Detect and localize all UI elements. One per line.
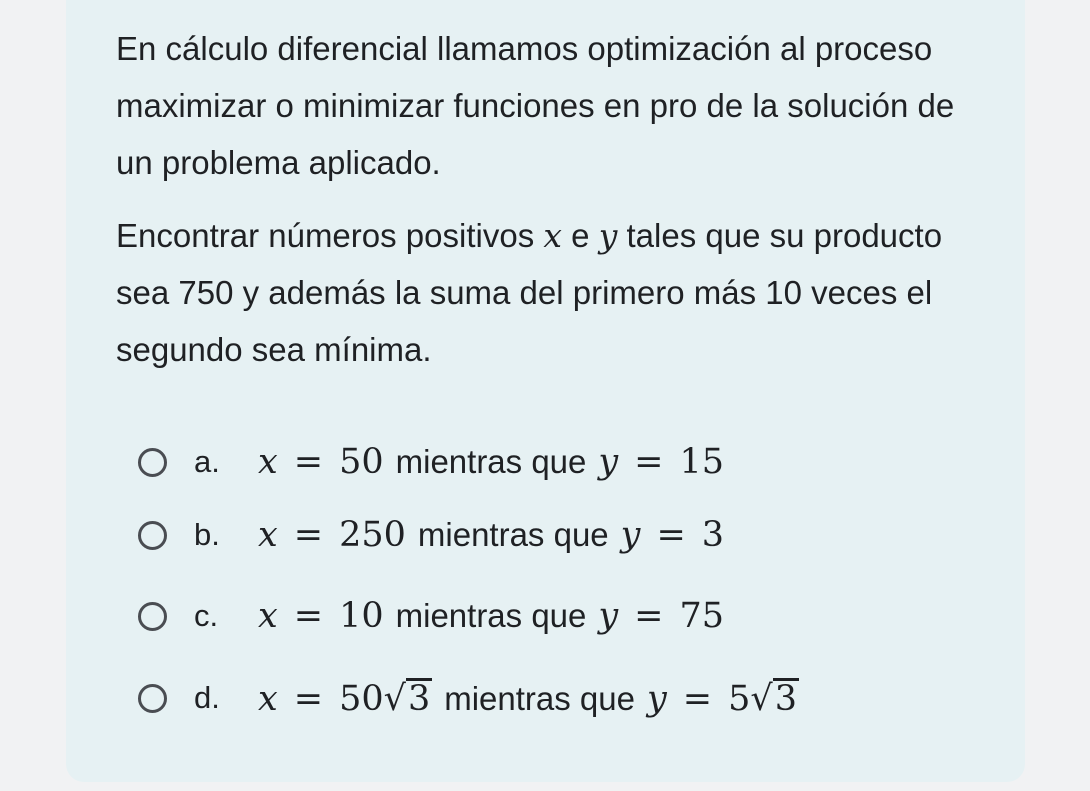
option-text-a: [258, 442, 724, 482]
problem-text-start: Encontrar números positivos: [116, 217, 544, 254]
variable-x: x: [543, 216, 562, 255]
question-paragraph-problem: [116, 207, 976, 378]
radio-button-a[interactable]: [138, 448, 167, 477]
option-a[interactable]: [138, 434, 724, 490]
option-text-c: [258, 596, 724, 636]
option-letter-c: c.: [194, 598, 219, 633]
option-letter-a: a.: [194, 444, 220, 479]
connector-a: mientras que: [395, 443, 587, 480]
option-text-d: [258, 678, 799, 719]
option-letter-b: b.: [194, 517, 220, 552]
problem-text-middle: e: [561, 217, 599, 254]
question-card: [66, 0, 1025, 782]
radio-button-c[interactable]: [138, 602, 167, 631]
y-equation-a: y = 15: [598, 442, 725, 482]
sqrt-y-d: √3: [750, 678, 797, 719]
y-equation-d: y = 5√3: [646, 678, 797, 719]
connector-c: mientras que: [395, 597, 587, 634]
option-text-b: [258, 515, 724, 555]
x-equation-b: x = 250: [258, 515, 406, 555]
question-paragraph-intro: En cálculo diferencial llamamos optimización al proceso maximizar o minimizar funciones en pro de la solución de un problema aplicado.: [116, 30, 955, 181]
y-equation-b: y = 3: [620, 515, 725, 555]
option-c[interactable]: [138, 588, 724, 644]
option-b[interactable]: [138, 507, 724, 563]
question-text: [116, 20, 976, 378]
connector-d: mientras que: [444, 679, 635, 717]
sqrt-x-d: √3: [383, 678, 431, 719]
option-d[interactable]: [138, 670, 799, 726]
connector-b: mientras que: [417, 516, 609, 553]
y-equation-c: y = 75: [598, 596, 725, 636]
x-equation-a: x = 50: [258, 442, 384, 482]
option-letter-d: d.: [194, 680, 220, 715]
variable-y: y: [598, 216, 618, 255]
x-equation-c: x = 10: [258, 596, 384, 636]
problem-text-end: tales que su producto sea 750 y además la suma del primero más 10 veces el segundo sea mínima.: [116, 217, 943, 368]
radio-button-b[interactable]: [138, 521, 167, 550]
radio-button-d[interactable]: [138, 684, 167, 713]
x-equation-d: x = 50√3: [258, 678, 431, 719]
